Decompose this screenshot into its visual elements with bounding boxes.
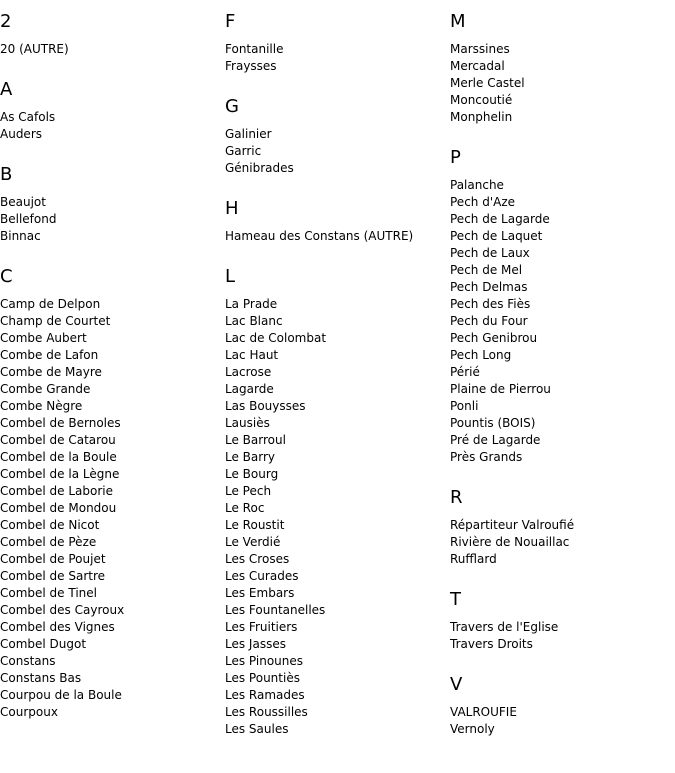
place-name: Combel de Sartre — [0, 569, 106, 583]
place-name: La Prade — [225, 297, 278, 311]
index-column-3 — [450, 0, 675, 759]
place-name: VALROUFIE — [450, 705, 517, 719]
place-name: Pech de Mel — [450, 263, 523, 277]
place-name: Camp de Delpon — [0, 297, 101, 311]
place-name: Les Pountiès — [225, 671, 300, 685]
place-name: Combe Grande — [0, 382, 91, 396]
letter-heading: R — [450, 487, 463, 508]
place-name: Le Roc — [225, 501, 265, 515]
letter-group — [450, 589, 675, 653]
place-name: Combel de Laborie — [0, 484, 114, 498]
place-name: Combel de la Boule — [0, 450, 117, 464]
place-name: Le Barry — [225, 450, 276, 464]
place-name: Combe de Lafon — [0, 348, 99, 362]
place-list — [225, 228, 450, 245]
letter-group — [0, 11, 225, 58]
place-name: Combel de Catarou — [0, 433, 116, 447]
place-name: Les Jasses — [225, 637, 286, 651]
place-name: Lagarde — [225, 382, 274, 396]
place-name: Rivière de Nouaillac — [450, 535, 570, 549]
place-name: Combe Nègre — [0, 399, 83, 413]
letter-heading: M — [450, 11, 466, 32]
place-name: Le Barroul — [225, 433, 286, 447]
place-name: Constans — [0, 654, 56, 668]
place-name: Courpou de la Boule — [0, 688, 122, 702]
letter-heading: V — [450, 674, 463, 695]
place-name: Le Verdié — [225, 535, 281, 549]
place-name: Lausiès — [225, 416, 270, 430]
place-list — [0, 194, 225, 245]
place-name: Pech d'Aze — [450, 195, 516, 209]
place-name: Combel de Poujet — [0, 552, 106, 566]
place-list — [450, 704, 675, 738]
place-name: 20 (AUTRE) — [0, 42, 69, 56]
place-name: Las Bouysses — [225, 399, 306, 413]
place-name: Les Fruitiers — [225, 620, 298, 634]
letter-group — [0, 266, 225, 721]
place-name: Lac de Colombat — [225, 331, 327, 345]
letter-group — [450, 487, 675, 568]
place-name: Galinier — [225, 127, 272, 141]
place-name: Ponli — [450, 399, 479, 413]
letter-heading: B — [0, 164, 13, 185]
place-name: Pech des Fiès — [450, 297, 531, 311]
place-name: Monphelin — [450, 110, 513, 124]
place-name: Les Ramades — [225, 688, 305, 702]
place-name: Pech de Laquet — [450, 229, 543, 243]
place-name: Les Saules — [225, 722, 289, 736]
place-name: Fontanille — [225, 42, 284, 56]
place-name: Les Croses — [225, 552, 290, 566]
place-name: Palanche — [450, 178, 504, 192]
place-name: Travers de l'Eglise — [450, 620, 559, 634]
place-name: Pré de Lagarde — [450, 433, 541, 447]
place-name: Pech Delmas — [450, 280, 528, 294]
letter-group — [225, 198, 450, 245]
place-name: Les Fountanelles — [225, 603, 326, 617]
place-name: Constans Bas — [0, 671, 82, 685]
place-name: Lac Haut — [225, 348, 279, 362]
place-list — [225, 126, 450, 177]
letter-heading: H — [225, 198, 239, 219]
place-name: Merle Castel — [450, 76, 525, 90]
letter-heading: G — [225, 96, 239, 117]
place-name: Pech du Four — [450, 314, 528, 328]
place-name: Combel Dugot — [0, 637, 87, 651]
place-name: Beaujot — [0, 195, 46, 209]
letter-heading: F — [225, 11, 236, 32]
place-list — [450, 41, 675, 126]
place-name: Pountis (BOIS) — [450, 416, 536, 430]
place-name: Mercadal — [450, 59, 505, 73]
place-name: Lac Blanc — [225, 314, 283, 328]
place-name: Travers Droits — [450, 637, 533, 651]
letter-heading: T — [450, 589, 461, 610]
letter-group — [450, 147, 675, 466]
place-name: Répartiteur Valroufié — [450, 518, 575, 532]
place-name: Auders — [0, 127, 42, 141]
place-name: Marssines — [450, 42, 510, 56]
place-name: Combel de Nicot — [0, 518, 100, 532]
place-name: Vernoly — [450, 722, 495, 736]
place-name: Près Grands — [450, 450, 523, 464]
place-name: Combel de Pèze — [0, 535, 97, 549]
letter-group — [0, 79, 225, 143]
place-list — [450, 177, 675, 466]
place-name: Pech Long — [450, 348, 512, 362]
place-name: Champ de Courtet — [0, 314, 111, 328]
place-name: Rufflard — [450, 552, 497, 566]
letter-group — [225, 11, 450, 75]
place-name: Combel des Cayroux — [0, 603, 125, 617]
letter-heading: A — [0, 79, 13, 100]
letter-group — [225, 266, 450, 738]
place-name: Bellefond — [0, 212, 57, 226]
letter-group — [450, 674, 675, 738]
place-name: Lacrose — [225, 365, 272, 379]
place-name: Courpoux — [0, 705, 58, 719]
letter-group — [0, 164, 225, 245]
place-name: As Cafols — [0, 110, 56, 124]
place-list — [0, 296, 225, 721]
place-list — [450, 619, 675, 653]
place-name: Binnac — [0, 229, 41, 243]
letter-heading: C — [0, 266, 13, 287]
letter-group — [225, 96, 450, 177]
place-name: Combel de Tinel — [0, 586, 97, 600]
place-name: Le Bourg — [225, 467, 279, 481]
place-name: Les Roussilles — [225, 705, 308, 719]
index-column-1 — [0, 0, 225, 742]
place-name: Pech Genibrou — [450, 331, 538, 345]
place-name: Combel de Bernoles — [0, 416, 121, 430]
place-name: Les Embars — [225, 586, 295, 600]
place-name: Combe Aubert — [0, 331, 87, 345]
place-name: Fraysses — [225, 59, 277, 73]
place-name: Périé — [450, 365, 480, 379]
place-name: Le Roustit — [225, 518, 285, 532]
place-name: Combe de Mayre — [0, 365, 102, 379]
place-name: Combel de Mondou — [0, 501, 117, 515]
letter-group — [450, 11, 675, 126]
place-list — [450, 517, 675, 568]
place-name: Le Pech — [225, 484, 272, 498]
letter-heading: P — [450, 147, 461, 168]
place-name: Combel de la Lègne — [0, 467, 120, 481]
letter-heading: L — [225, 266, 236, 287]
place-name: Génibrades — [225, 161, 294, 175]
place-name: Garric — [225, 144, 262, 158]
place-name: Plaine de Pierrou — [450, 382, 551, 396]
place-name: Les Curades — [225, 569, 299, 583]
index-column-2 — [225, 0, 450, 759]
place-name: Pech de Lagarde — [450, 212, 550, 226]
place-name: Les Pinounes — [225, 654, 304, 668]
place-name: Pech de Laux — [450, 246, 530, 260]
place-list — [225, 41, 450, 75]
place-name: Moncoutié — [450, 93, 513, 107]
letter-heading: 2 — [0, 11, 12, 32]
place-name: Hameau des Constans (AUTRE) — [225, 229, 414, 243]
place-list — [0, 109, 225, 143]
place-name: Combel des Vignes — [0, 620, 115, 634]
place-list — [225, 296, 450, 738]
place-list — [0, 41, 225, 58]
